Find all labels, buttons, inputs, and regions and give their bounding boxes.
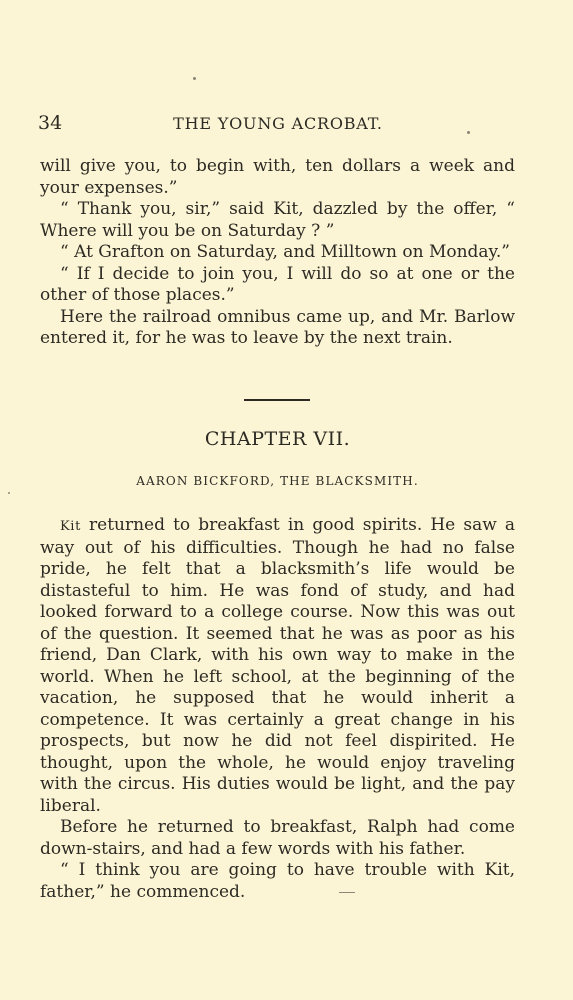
paragraph: will give you, to begin with, ten dollars a week and your expenses.” [40, 156, 515, 198]
paper-speck [467, 131, 470, 134]
page-header [38, 112, 518, 138]
paper-speck [339, 892, 355, 893]
text-block-chapter [40, 515, 515, 903]
paper-speck [8, 492, 10, 494]
section-divider [244, 399, 310, 401]
paragraph: “ Thank you, sir,” said Kit, dazzled by the offer, “ Where will you be on Saturday ? ” [40, 199, 515, 241]
paragraph-text: returned to breakfast in good spirits. He saw a way out of his difficulties. Though he had no false pride, he felt that a blacksmith’s life would be distasteful to him. He was fond of study, and had looked forward to a college course. Now this was out of the question. It seemed that he was as poor as his friend, Dan Clark, with his own way to make in the world. When he left school, at the beginning of the vacation, he supposed that he would inherit a competence. It was certainly a great change in his prospects, but now he did not feel dispirited. He thought, upon the whole, he would enjoy traveling with the circus. His duties would be light, and the pay liberal. [40, 515, 515, 816]
paragraph: Here the railroad omnibus came up, and Mr. Barlow entered it, for he was to leave by the next train. [40, 306, 515, 348]
chapter-subtitle: AARON BICKFORD, THE BLACKSMITH. [136, 474, 419, 488]
running-title: THE YOUNG ACROBAT. [173, 114, 383, 133]
page-number: 34 [38, 112, 63, 134]
paragraph: Before he returned to breakfast, Ralph had come down-stairs, and had a few words with his father. [40, 817, 515, 859]
drop-word: Kit [60, 519, 81, 534]
paragraph [40, 515, 515, 817]
paragraph: “ At Grafton on Saturday, and Milltown on Monday.” [60, 242, 511, 262]
chapter-heading: CHAPTER VII. [204, 428, 351, 450]
paragraph: “ If I decide to join you, I will do so at one or the other of those places.” [40, 263, 515, 305]
text-block-top [40, 156, 515, 350]
paper-speck [193, 77, 196, 80]
paragraph: “ I think you are going to have trouble with Kit, father,” he commenced. [40, 860, 515, 902]
